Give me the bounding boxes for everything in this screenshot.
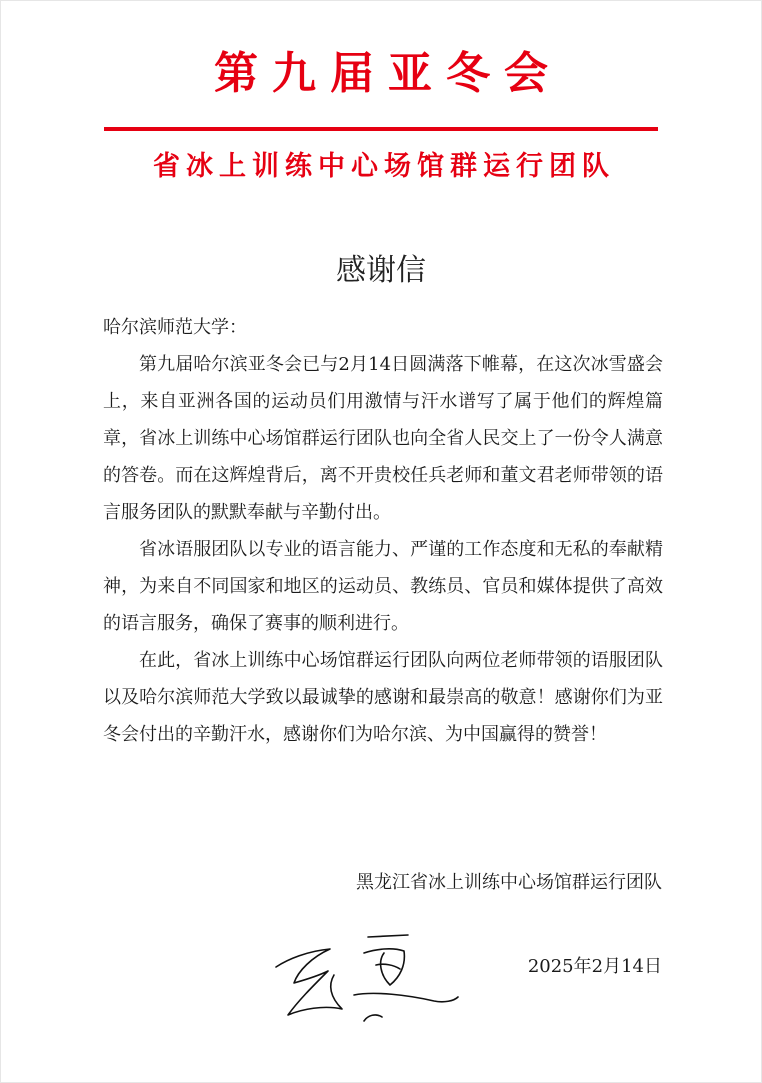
- paragraph-1: 第九届哈尔滨亚冬会已与2月14日圆满落下帷幕，在这次冰雪盛会上，来自亚洲各国的运动员们用激情与汗水谱写了属于他们的辉煌篇章，省冰上训练中心场馆群运行团队也向全省人民交上了一份令人满意的答卷。而在这辉煌背后，离不开贵校任兵老师和董文君老师带领的语言服务团队的默默奉献与辛勤付出。: [103, 354, 663, 523]
- letterhead-title: 第九届亚冬会: [214, 48, 562, 99]
- letterhead-rule: [104, 127, 658, 131]
- handwritten-signature: [268, 925, 468, 1035]
- letterhead-subtitle: 省冰上训练中心场馆群运行团队: [153, 151, 615, 182]
- paragraph-2: 省冰语服团队以专业的语言能力、严谨的工作态度和无私的奉献精神，为来自不同国家和地区的运动员、教练员、官员和媒体提供了高效的语言服务，确保了赛事的顺利进行。: [103, 539, 663, 634]
- salutation: 哈尔滨师范大学：: [103, 317, 247, 338]
- letter-title: 感谢信: [336, 253, 426, 288]
- letter-date: 2025年2月14日: [527, 956, 662, 977]
- paragraph-3: 在此，省冰上训练中心场馆群运行团队向两位老师带领的语服团队以及哈尔滨师范大学致以最诚挚的感谢和最崇高的敬意！感谢你们为亚冬会付出的辛勤汗水，感谢你们为哈尔滨、为中国赢得的赞誉！: [103, 650, 663, 745]
- signature-organization: 黑龙江省冰上训练中心场馆群运行团队: [356, 872, 662, 893]
- letter-body: [103, 309, 663, 753]
